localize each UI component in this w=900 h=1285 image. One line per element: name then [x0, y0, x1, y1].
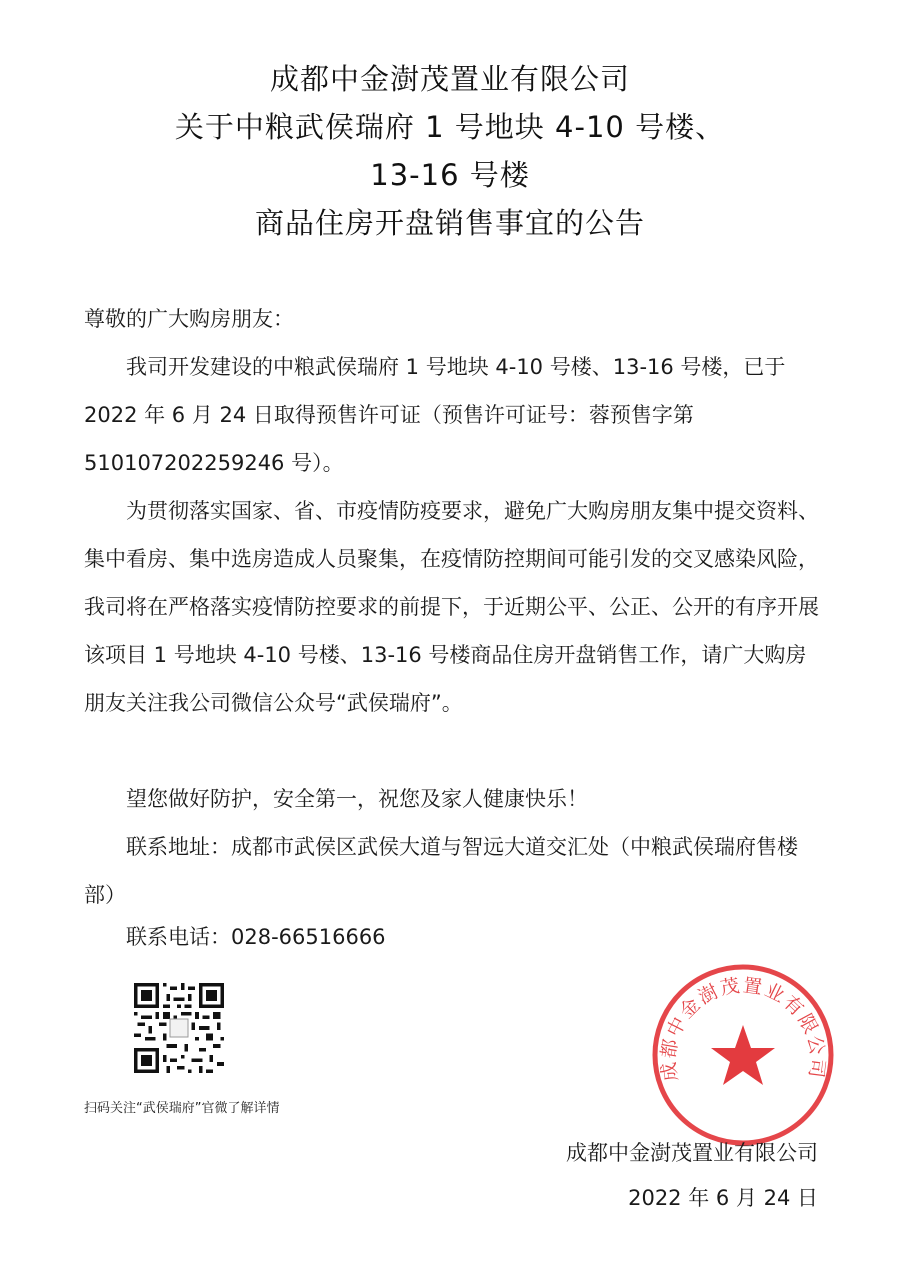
title-line-buildings: 13-16 号楼 — [370, 158, 530, 192]
title-line-subject: 关于中粮武侯瑞府 1 号地块 4-10 号楼、 — [174, 110, 726, 144]
greeting: 尊敬的广大购房朋友： — [84, 307, 294, 331]
signature-date: 2022 年 6 月 24 日 — [628, 1186, 818, 1210]
title-line-company: 成都中金澍茂置业有限公司 — [269, 62, 630, 96]
document-title — [0, 55, 900, 247]
contact-address: 联系地址：成都市武侯区武侯大道与智远大道交汇处（中粮武侯瑞府售楼部） — [84, 835, 798, 907]
paragraph-sales-notice: 为贯彻落实国家、省、市疫情防疫要求，避免广大购房朋友集中提交资料、集中看房、集中选房造成人员聚集，在疫情防控期间可能引发的交叉感染风险，我司将在严格落实疫情防控要求的前提下，于近期公平、公正、公开的有序开展该项目 1 号地块 4-10 号楼、13-16 号楼商品住房开盘销售工作，请广大购房朋友关注我公司微信公众号“武侯瑞府”。 — [84, 499, 819, 715]
qr-code — [134, 983, 224, 1073]
qr-caption: 扫码关注“武侯瑞府”官微了解详情 — [84, 1101, 280, 1116]
seal-text: 成都中金澍茂置业有限公司 — [657, 974, 829, 1083]
contact-phone: 联系电话：028-66516666 — [126, 925, 386, 949]
paragraph-permit: 我司开发建设的中粮武侯瑞府 1 号地块 4-10 号楼、13-16 号楼，已于 2022 年 6 月 24 日取得预售许可证（预售许可证号：蓉预售字第 510107202259246 号）。 — [84, 355, 786, 475]
title-line-topic: 商品住房开盘销售事宜的公告 — [254, 206, 645, 240]
paragraph-wishes: 望您做好防护，安全第一，祝您及家人健康快乐！ — [126, 787, 588, 811]
company-seal — [648, 960, 838, 1150]
signature-company: 成都中金澍茂置业有限公司 — [566, 1141, 818, 1165]
